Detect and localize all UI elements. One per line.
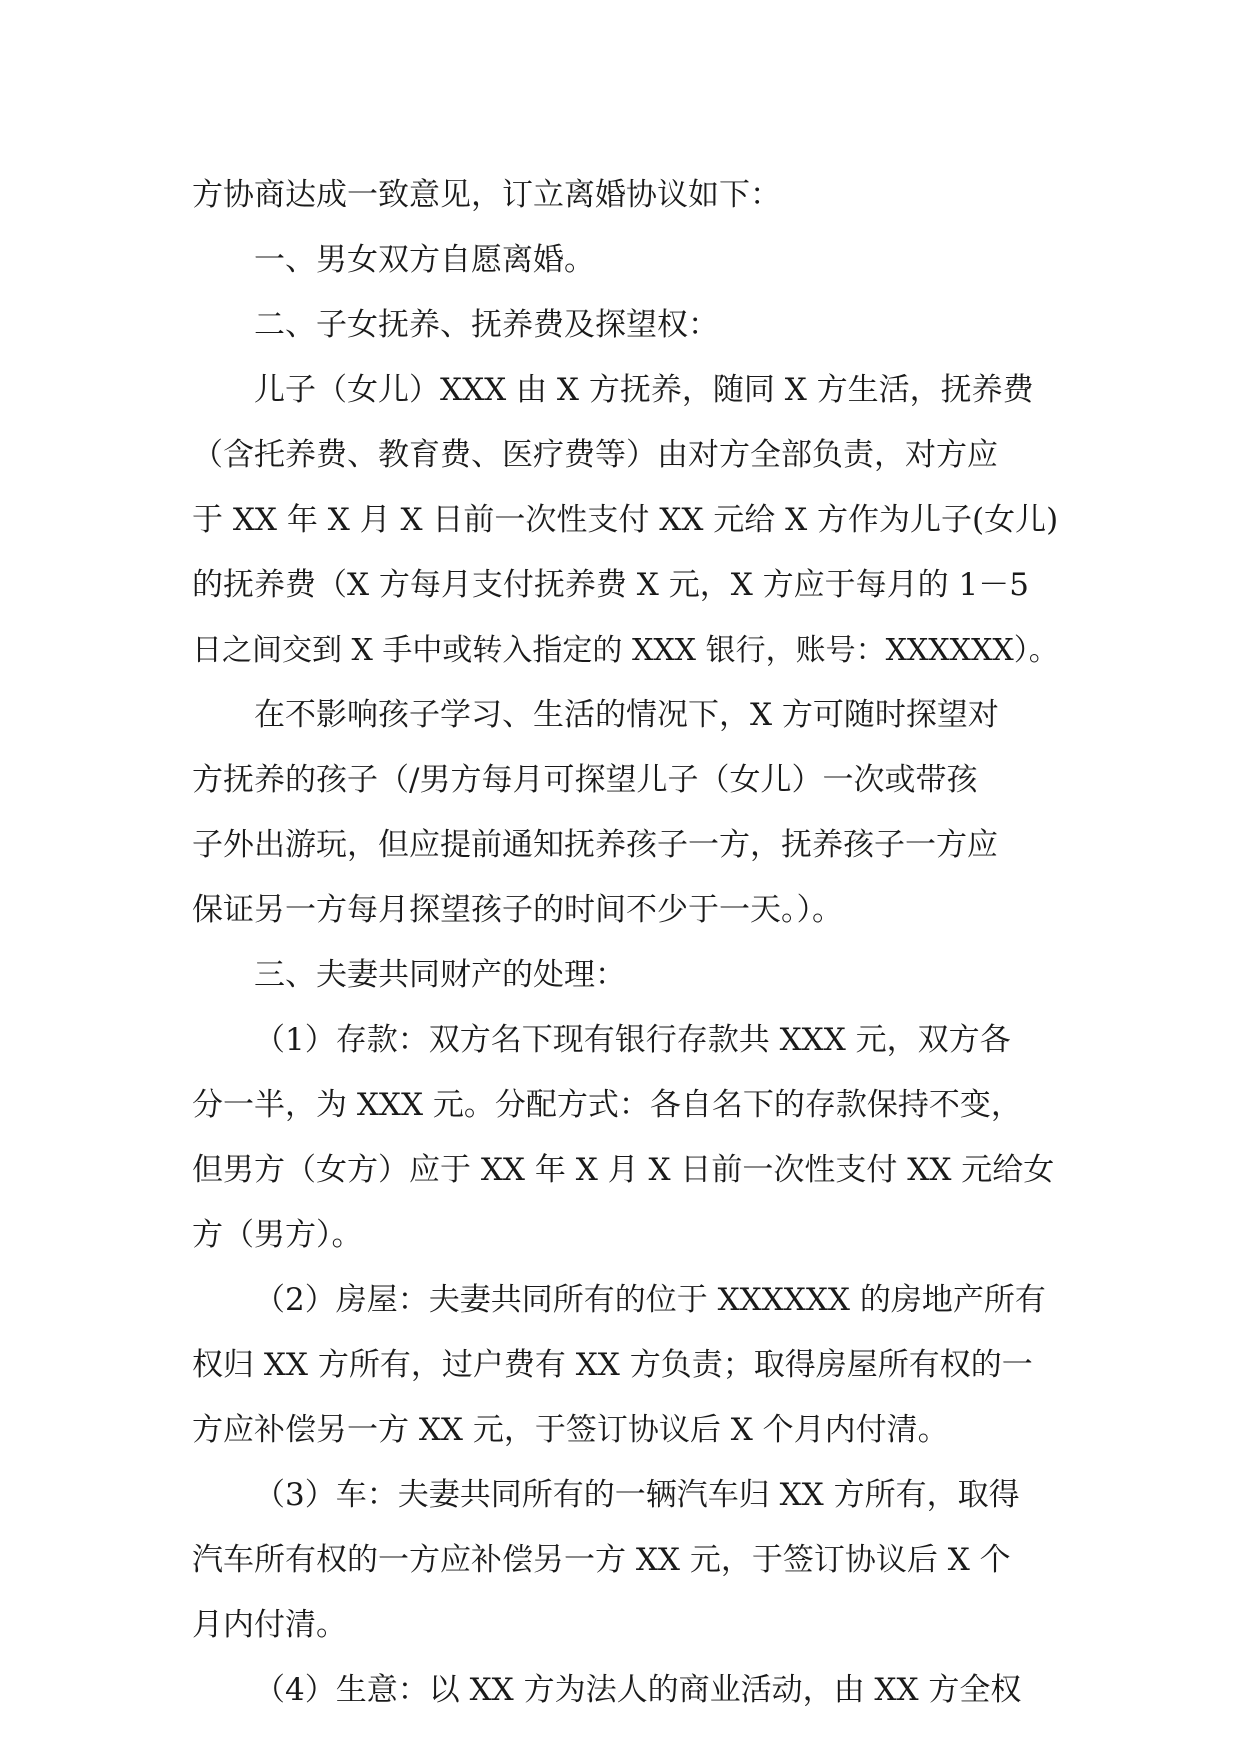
text-line: 保证另一方每月探望孩子的时间不少于一天。）。 (192, 892, 843, 928)
text-line: 方抚养的孩子（/男方每月可探望儿子（女儿）一次或带孩 (192, 762, 978, 798)
document-body (192, 163, 1072, 1723)
text-line: （1）存款：双方名下现有银行存款共 XXX 元，双方各 (254, 1022, 1011, 1058)
text-line: （4）生意：以 XX 方为法人的商业活动，由 XX 方全权 (254, 1672, 1022, 1708)
text-line: 在不影响孩子学习、生活的情况下，X 方可随时探望对 (254, 697, 999, 733)
text-line: 权归 XX 方所有，过户费有 XX 方负责；取得房屋所有权的一 (192, 1347, 1033, 1383)
text-line: 二、子女抚养、抚养费及探望权： (254, 307, 719, 343)
text-line: 子外出游玩，但应提前通知抚养孩子一方，抚养孩子一方应 (192, 827, 998, 863)
text-line: 方应补偿另一方 XX 元，于签订协议后 X 个月内付清。 (192, 1412, 949, 1448)
text-line: 日之间交到 X 手中或转入指定的 XXX 银行，账号：XXXXXX）。 (192, 633, 1059, 668)
text-line: 于 XX 年 X 月 X 日前一次性支付 XX 元给 X 方作为儿子(女儿) (192, 502, 1059, 538)
text-line: 的抚养费（X 方每月支付抚养费 X 元，X 方应于每月的 1－5 (192, 567, 1029, 603)
text-line: （3）车：夫妻共同所有的一辆汽车归 XX 方所有，取得 (254, 1477, 1020, 1513)
text-line: 分一半，为 XXX 元。分配方式：各自名下的存款保持不变， (192, 1087, 1022, 1123)
text-line: （2）房屋：夫妻共同所有的位于 XXXXXX 的房地产所有 (254, 1282, 1046, 1318)
text-line: 一、男女双方自愿离婚。 (254, 242, 595, 278)
text-line: 三、夫妻共同财产的处理： (254, 957, 626, 993)
text-line: 儿子（女儿）XXX 由 X 方抚养，随同 X 方生活，抚养费 (254, 372, 1034, 408)
text-line: 月内付清。 (192, 1607, 347, 1643)
text-line: 汽车所有权的一方应补偿另一方 XX 元，于签订协议后 X 个 (192, 1542, 1011, 1578)
text-line: （含托养费、教育费、医疗费等）由对方全部负责，对方应 (192, 437, 998, 473)
text-line: 方（男方）。 (192, 1217, 363, 1253)
text-line: 方协商达成一致意见，订立离婚协议如下： (192, 177, 781, 213)
text-line: 但男方（女方）应于 XX 年 X 月 X 日前一次性支付 XX 元给女 (192, 1152, 1055, 1188)
